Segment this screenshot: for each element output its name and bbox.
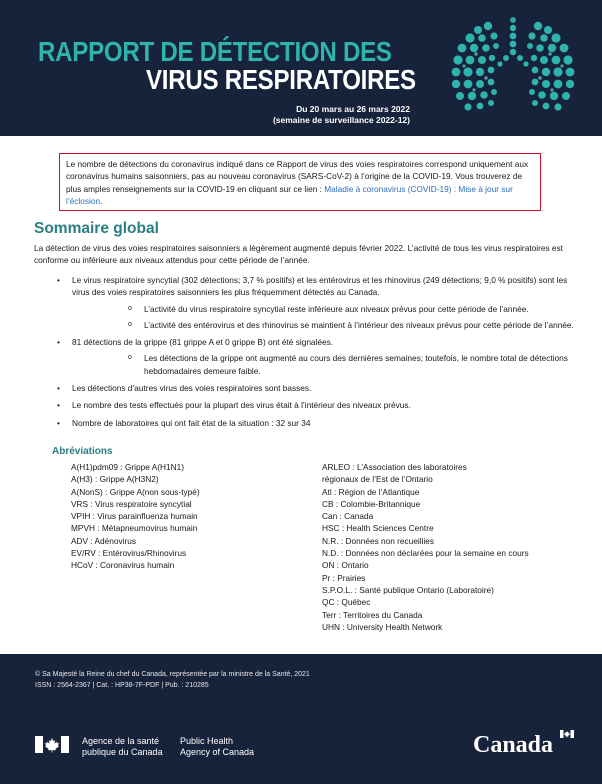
date-range: Du 20 mars au 26 mars 2022 xyxy=(296,104,410,114)
title-line-1: RAPPORT DE DÉTECTION DES xyxy=(38,36,392,67)
abbreviation-entry: A(H1)pdm09 : Grippe A(H1N1) xyxy=(71,462,184,472)
bullet-text: Nombre de laboratoires qui ont fait état de la situation : 32 sur 34 xyxy=(72,417,311,428)
abbreviation-entry: Terr : Territoires du Canada xyxy=(322,609,423,620)
list-item xyxy=(34,399,574,411)
abbreviations-left-column xyxy=(71,461,291,572)
abbreviation-entry: N.D. : Données non déclarées pour la semaine en cours xyxy=(322,548,529,559)
wordmark-flag-icon xyxy=(560,730,574,738)
abbreviation-entry: UHN : University Health Network xyxy=(322,621,443,632)
notice-text: Le nombre de détections du coronavirus indiqué dans ce Rapport de virus des voies respiratoires correspond uniquement aux coronavirus humains saisonniers, pas au nouveau coronavirus (SARS-CoV-2) à l’origine de la COVID-19. Vous trouverez de plus amples renseignements sur la COVID-19 en cliquant sur ce lien : xyxy=(66,159,529,194)
abbreviation-entry: EV/RV : Entérovirus/Rhinovirus xyxy=(71,548,187,559)
abbreviation-entry: Can : Canada xyxy=(322,511,374,522)
abbreviation-entry: Atl : Région de l’Atlantique xyxy=(322,486,420,497)
agency-name-en xyxy=(180,736,254,758)
copyright-block xyxy=(35,669,310,691)
copyright-text: © Sa Majesté la Reine du chef du Canada, représentée par la ministre de la Santé, 2021 xyxy=(35,671,310,678)
lungs-icon xyxy=(448,12,578,120)
report-header xyxy=(0,0,602,136)
abbreviation-entry: ON : Ontario xyxy=(322,560,369,571)
sub-list-item: o L’activité du virus respiratoire syncytial reste inférieure aux niveaux prévus pour cette période de l’année. xyxy=(72,303,574,315)
abbreviations-right-column xyxy=(322,461,552,633)
bullet-text: Le nombre des tests effectués pour la plupart des virus était à l’intérieur des niveaux prévus. xyxy=(72,400,411,411)
list-item xyxy=(34,417,574,429)
summary-intro: La détection de virus des voies respiratoires saisonniers a légèrement augmenté depuis février 2022. L’activité de tous les virus respiratoires est conforme ou inférieure aux niveaux attendus pour cette période de l’année. xyxy=(34,243,563,266)
agency-fr-line: Agence de la santé xyxy=(82,736,160,746)
bullet-text: 81 détections de la grippe (81 grippe A et 0 grippe B) ont été signalées. xyxy=(72,337,334,348)
abbreviation-entry: Pr : Prairies xyxy=(322,572,366,583)
abbreviations-heading: Abréviations xyxy=(52,446,113,457)
publication-ids: ISSN : 2564-2367 | Cat. : HP38-7F-PDF | Pub. : 210285 xyxy=(35,682,209,689)
sub-list-item: o Les détections de la grippe ont augmenté au cours des dernières semaines; toutefois, le nombre total de détections hebdomadaires demeure faible. xyxy=(72,352,574,377)
report-footer xyxy=(0,654,602,784)
abbreviation-entry: CB : Colombie-Britannique xyxy=(322,498,421,509)
abbreviation-entry: QC : Québec xyxy=(322,597,371,608)
abbreviation-entry: HCoV : Coronavirus humain xyxy=(71,560,175,571)
summary-bullet-list xyxy=(34,274,574,434)
list-item xyxy=(34,274,574,331)
bullet-text: Le virus respiratoire syncytial (302 détections; 3,7 % positifs) et les entérovirus et les rhinovirus (249 détections; 9,0 % positifs) sont les virus des voies respiratoires saisonniers les plus fréquemment détectés au Canada. xyxy=(72,275,568,298)
abbreviation-entry: MPVH : Métapneumovirus humain xyxy=(71,523,198,534)
covid-update-link[interactable]: Maladie à coronavirus (COVID-19) : Mise à jour sur l’éclosion xyxy=(66,183,513,206)
abbreviation-entry: N.R. : Données non recueillies xyxy=(322,535,435,546)
canada-flag-icon xyxy=(35,736,69,753)
abbreviation-entry: HSC : Health Sciences Centre xyxy=(322,523,434,534)
summary-heading: Sommaire global xyxy=(34,220,159,237)
notice-end: . xyxy=(100,195,103,206)
agency-name-fr xyxy=(82,736,163,758)
abbreviation-entry: VPIH : Virus parainfluenza humain xyxy=(71,511,198,522)
abbreviation-entry: ARLEO : L’Association des laboratoires régionaux de l’Est de l’Ontario xyxy=(322,462,467,485)
agency-en-line: Agency of Canada xyxy=(180,747,255,757)
covid-notice-box xyxy=(59,153,541,211)
abbreviation-entry: A(NonS) : Grippe A(non sous-typé) xyxy=(71,486,200,497)
abbreviation-entry: S.P.O.L. : Santé publique Ontario (Laboratoire) xyxy=(322,584,494,595)
title-line-2: VIRUS RESPIRATOIRES xyxy=(146,64,416,95)
list-item xyxy=(34,336,574,377)
abbreviation-entry: VRS : Virus respiratoire syncytial xyxy=(71,498,192,509)
abbreviation-entry: A(H3) : Grippe A(H3N2) xyxy=(71,474,159,485)
agency-fr-line: publique du Canada xyxy=(82,747,163,757)
surveillance-week: (semaine de surveillance 2022-12) xyxy=(272,115,410,125)
abbreviation-entry: ADV : Adénovirus xyxy=(71,535,137,546)
agency-en-line: Public Health xyxy=(180,736,234,746)
list-item xyxy=(34,382,574,394)
sub-list-item: o L’activité des entérovirus et des rhinovirus se maintient à l’intérieur des niveaux prévus pour cette période de l’année. xyxy=(72,319,574,331)
bullet-text: Les détections d’autres virus des voies respiratoires sont basses. xyxy=(72,383,312,394)
report-dates xyxy=(273,104,410,126)
canada-wordmark: Canada xyxy=(473,732,554,758)
